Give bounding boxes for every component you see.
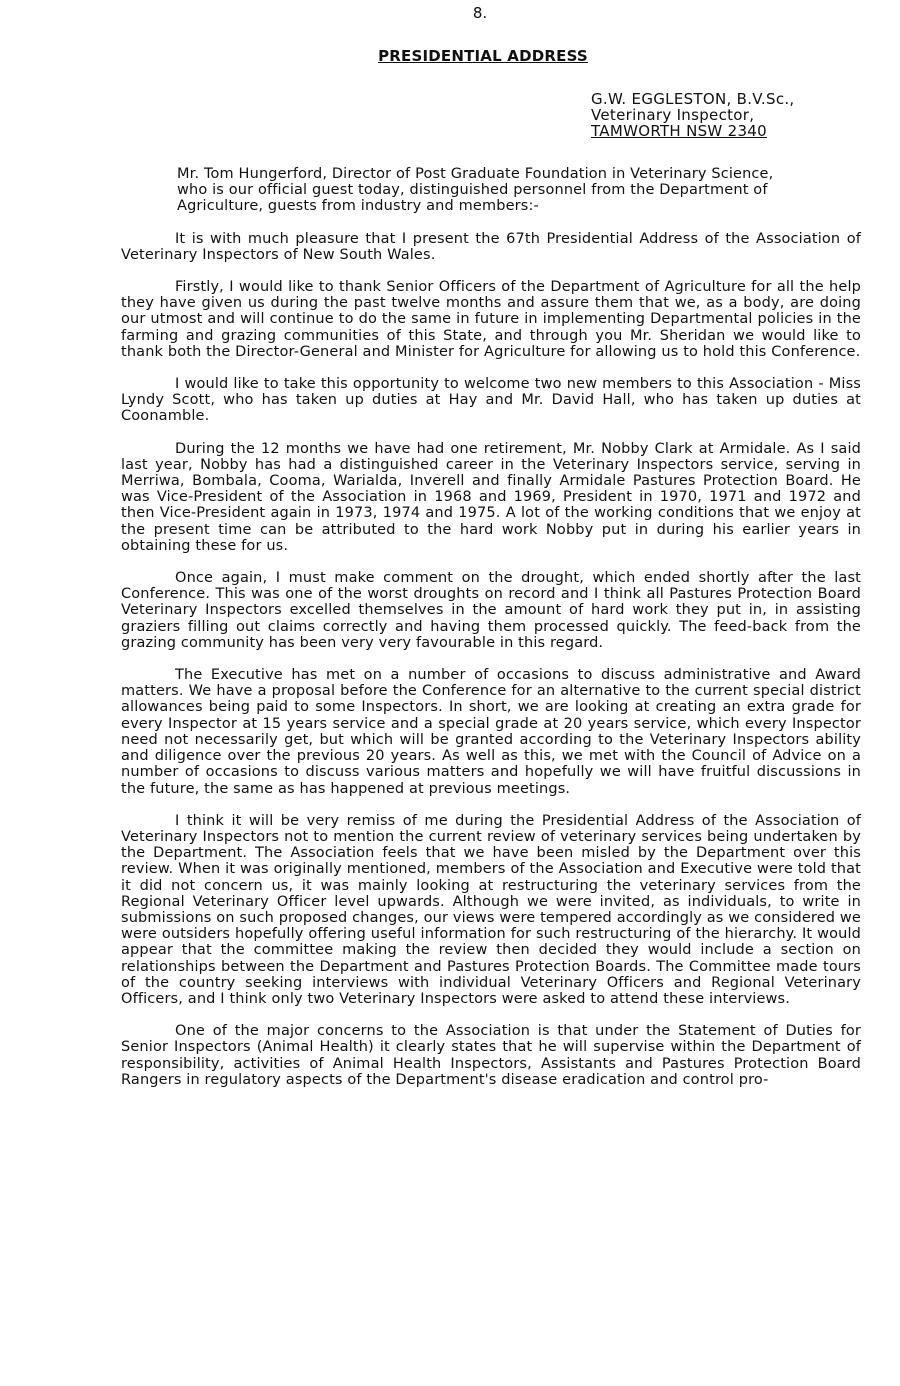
review-paragraph: I think it will be very remiss of me during the Presidential Address of the Association of Veterinary Inspectors not to mention the current review of veterinary services being undertaken by the Department. The Association feels that we have been misled by the Department over this review. When it was originally mentioned, members of the Association and Executive were told that it did not concern us, it was mainly looking at restructuring the veterinary services from the Regional Veterinary Officer level upwards. Although we were invited, as individuals, to write in submissions on such proposed changes, our views were tempered accordingly as we considered we were outsiders hopefully offering useful information for such restructuring of the hierarchy. It would appear that the committee making the review then decided they would include a section on relationships between the Department and Pastures Protection Boards. The Committee made tours of the country seeking interviews with individual Veterinary Officers and Regional Veterinary Officers, and I think only two Veterinary Inspectors were asked to attend these interviews. bbox=[121, 812, 861, 1007]
retirement-paragraph: During the 12 months we have had one retirement, Mr. Nobby Clark at Armidale. As I said last year, Nobby has had a distinguished career in the Veterinary Inspectors service, serving in Merriwa, Bombala, Cooma, Warialda, Inverell and finally Armidale Pastures Protection Board. He was Vice-President of the Association in 1968 and 1969, President in 1970, 1971 and 1972 and then Vice-President again in 1973, 1974 and 1975. A lot of the working conditions that we enjoy at the present time can be attributed to the hard work Nobby put in during his earlier years in obtaining these for us. bbox=[121, 440, 861, 554]
executive-paragraph: The Executive has met on a number of occasions to discuss administrative and Award matters. We have a proposal before the Conference for an alternative to the current special district allowances being paid to some Inspectors. In short, we are looking at creating an extra grade for every Inspector at 15 years service and a special grade at 20 years service, which every Inspector need not necessarily get, but which will be granted according to the Veterinary Inspectors ability and diligence over the previous 20 years. As well as this, we met with the Council of Advice on a number of occasions to discuss various matters and hopefully we will have fruitful discussions in the future, the same as has happened at previous meetings. bbox=[121, 667, 861, 797]
author-block bbox=[591, 91, 795, 139]
page-number: 8. bbox=[472, 4, 488, 22]
document-title: PRESIDENTIAL ADDRESS bbox=[378, 47, 588, 65]
salutation-paragraph: Mr. Tom Hungerford, Director of Post Graduate Foundation in Veterinary Science, who is our official guest today, distinguished personnel from the Department of Agriculture, guests from industry and members:- bbox=[177, 166, 774, 215]
welcome-paragraph: I would like to take this opportunity to welcome two new members to this Association - Miss Lyndy Scott, who has taken up duties at Hay and Mr. David Hall, who has taken up duties at Coonamble. bbox=[121, 376, 861, 425]
drought-paragraph: Once again, I must make comment on the drought, which ended shortly after the last Conference. This was one of the worst droughts on record and I think all Pastures Protection Board Veterinary Inspectors excelled themselves in the amount of hard work they put in, in assisting graziers filling out claims correctly and having them processed quickly. The feed-back from the grazing community has been very very favourable in this regard. bbox=[121, 570, 861, 651]
author-name: G.W. EGGLESTON, B.V.Sc., bbox=[591, 90, 795, 108]
address-body bbox=[121, 166, 861, 1104]
author-location: TAMWORTH NSW 2340 bbox=[591, 122, 767, 140]
author-position: Veterinary Inspector, bbox=[591, 106, 755, 124]
opening-paragraph: It is with much pleasure that I present the 67th Presidential Address of the Association of Veterinary Inspectors of New South Wales. bbox=[121, 230, 861, 263]
concerns-paragraph: One of the major concerns to the Association is that under the Statement of Duties for Senior Inspectors (Animal Health) it clearly states that he will supervise within the Department of responsibility, activities of Animal Health Inspectors, Assistants and Pastures Protection Board Rangers in regulatory aspects of the Department's disease eradication and control pro- bbox=[121, 1023, 861, 1088]
thanks-paragraph: Firstly, I would like to thank Senior Officers of the Department of Agriculture for all the help they have given us during the past twelve months and assure them that we, as a body, are doing our utmost and will continue to do the same in future in implementing Departmental policies in the farming and grazing communities of this State, and through you Mr. Sheridan we would like to thank both the Director-General and Minister for Agriculture for allowing us to hold this Conference. bbox=[121, 279, 861, 360]
